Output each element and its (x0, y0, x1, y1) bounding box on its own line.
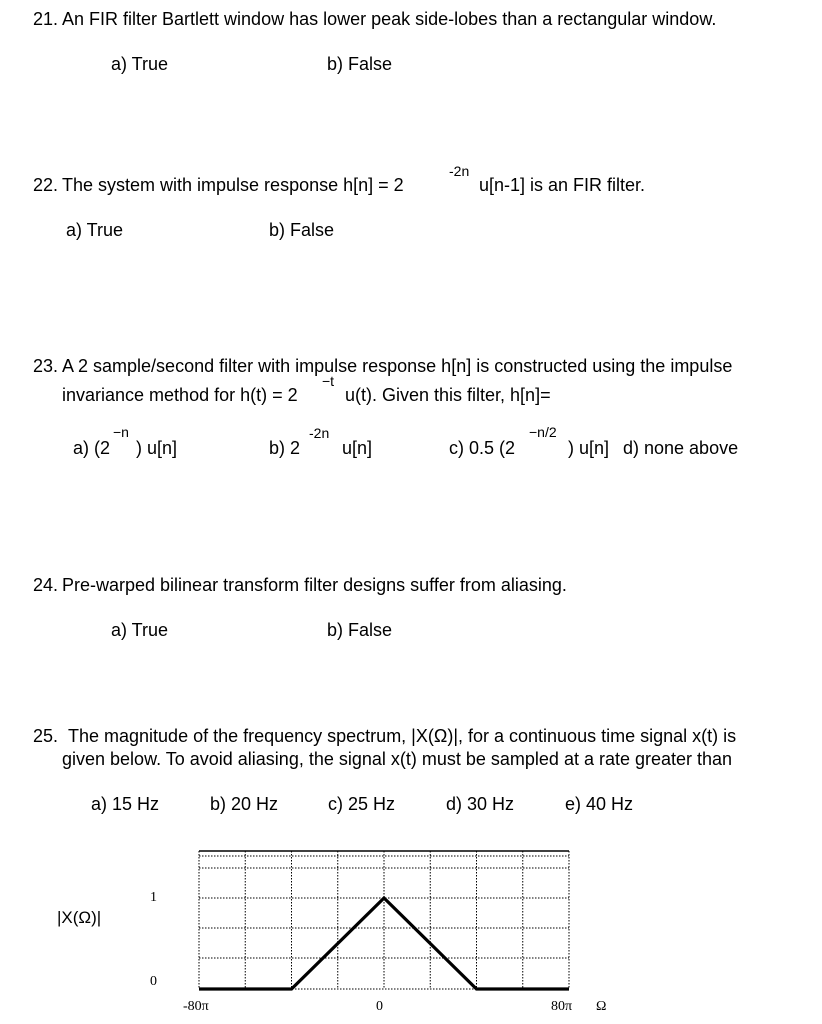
q25-option-a[interactable]: a) 15 Hz (91, 794, 160, 814)
q22-text-before: The system with impulse response h[n] = 2 (62, 175, 404, 195)
q23-option-b-exponent: -2n (309, 425, 330, 441)
q25-option-d[interactable]: d) 30 Hz (446, 794, 515, 814)
q22-option-a[interactable]: a) True (66, 220, 124, 240)
q23-line2-exponent: −t (322, 373, 335, 389)
q22-number: 22. (33, 175, 59, 195)
q23-line2-before: invariance method for h(t) = 2 (62, 385, 298, 405)
q24-option-b[interactable]: b) False (327, 620, 393, 640)
chart-y-tick-label-1: 1 (150, 890, 157, 905)
q25-option-b[interactable]: b) 20 Hz (210, 794, 279, 814)
q22-exponent: -2n (449, 163, 470, 179)
q23-option-c-tail: ) u[n] (568, 438, 610, 458)
chart-y-tick-label-0: 0 (150, 974, 157, 989)
q23-option-c-base: c) 0.5 (2 (449, 438, 516, 458)
chart-x-axis-label: Ω (596, 999, 607, 1014)
q21-option-b[interactable]: b) False (327, 54, 393, 74)
chart-x-tick-label-neg80pi: -80π (183, 999, 209, 1014)
q21-text: An FIR filter Bartlett window has lower peak side-lobes than a rectangular window. (62, 9, 717, 29)
q23-option-d[interactable]: d) none above (623, 438, 739, 458)
chart-x-tick-label-80pi: 80π (551, 999, 573, 1014)
q23-option-b-tail: u[n] (342, 438, 373, 458)
q23-number: 23. (33, 356, 59, 376)
q23-option-a-tail: ) u[n] (136, 438, 178, 458)
q22-text-after: u[n-1] is an FIR filter. (479, 175, 646, 195)
q23-line1: A 2 sample/second filter with impulse response h[n] is constructed using the impulse (62, 356, 733, 376)
q23-option-a-base: a) (2 (73, 438, 111, 458)
chart-grid (199, 851, 569, 989)
q23-option-b-base: b) 2 (269, 438, 301, 458)
q22-option-b[interactable]: b) False (269, 220, 335, 240)
q24-text: Pre-warped bilinear transform filter designs suffer from aliasing. (62, 575, 567, 595)
q25-line2: given below. To avoid aliasing, the signal x(t) must be sampled at a rate greater than (62, 749, 733, 769)
q23-option-a-exponent: −n (113, 424, 129, 440)
q25-number: 25. (33, 726, 59, 746)
q25-option-e[interactable]: e) 40 Hz (565, 794, 634, 814)
q21-option-a[interactable]: a) True (111, 54, 169, 74)
chart-x-tick-label-0: 0 (376, 999, 383, 1014)
q25-line1: The magnitude of the frequency spectrum, |X(Ω)|, for a continuous time signal x(t) is (68, 726, 737, 746)
q23-option-c-exponent: −n/2 (529, 424, 557, 440)
chart-y-axis-label: |X(Ω)| (57, 908, 102, 927)
q25-option-c[interactable]: c) 25 Hz (328, 794, 396, 814)
q24-number: 24. (33, 575, 59, 595)
q24-option-a[interactable]: a) True (111, 620, 169, 640)
q23-line2-after: u(t). Given this filter, h[n]= (345, 385, 551, 405)
q21-number: 21. (33, 9, 59, 29)
